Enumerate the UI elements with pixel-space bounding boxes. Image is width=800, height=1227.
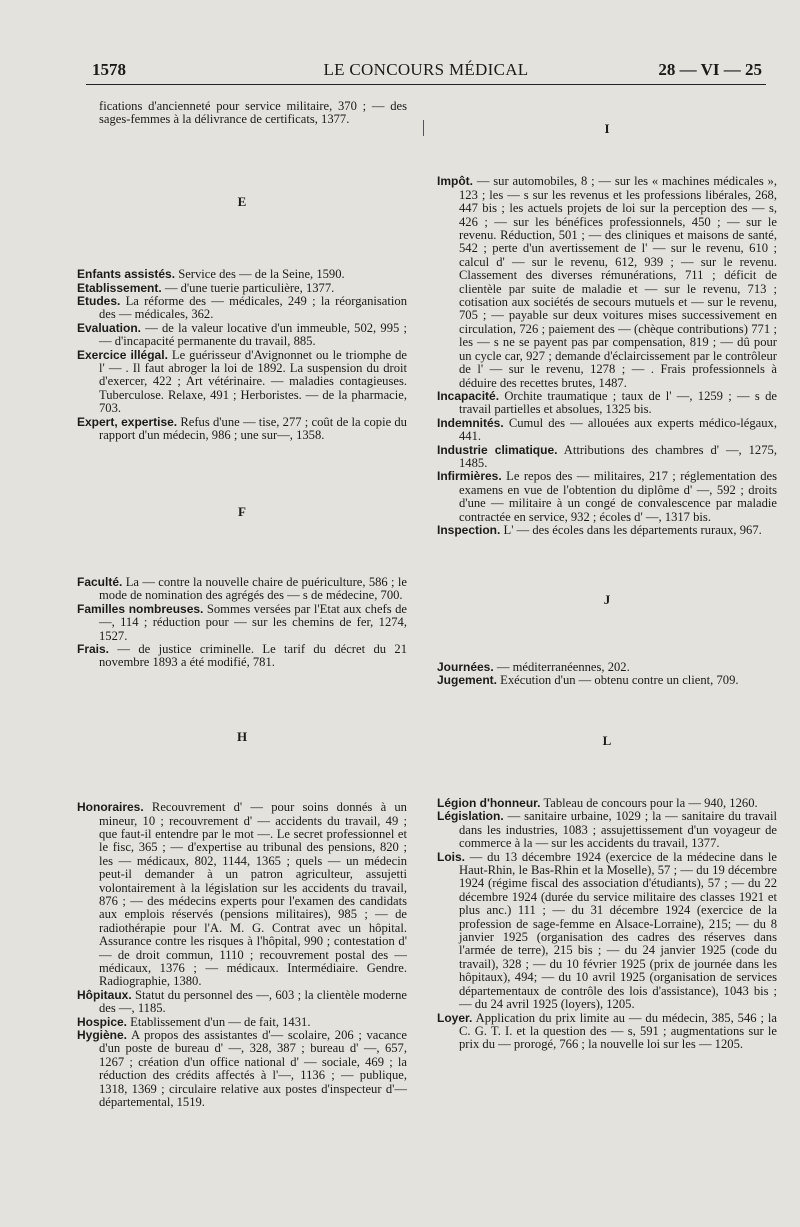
journal-title: LE CONCOURS MÉDICAL [323, 60, 529, 79]
continued-entry: fications d'ancienneté pour service militaire, 370 ; — des sages-femmes à la délivrance de certificats, 1377. [99, 99, 407, 127]
section-e-entries [77, 268, 407, 442]
index-entry: Etablissement. — d'une tuerie particulière, 1377. [77, 280, 335, 295]
index-entry: Jugement. Exécution d'un — obtenu contre un client, 709. [437, 673, 739, 688]
index-entry: Lois. — du 13 décembre 1924 (exercice de la médecine dans le Haut-Rhin, le Bas-Rhin et la Moselle), 57 ; — du 19 décembre 1924 (régime fiscal des association d'étudiants), 57 ; — du 22 décembre 1924 (durée du service militaire des classes 1921 et plus anc.) 111 ; — du 31 décembre 1924 (exercice de la profession de sage-femme en Alsace-Lorraine), 215; — du 8 janvier 1925 (organisation des cadres des réserves dans l'armée de terre), 215 bis ; — du 24 janvier 1925 (code du travail), 328 ; — du 10 février 1925 (prix de journée dans les hôpitaux), 494; — du 10 avril 1925 (organisation de services départementaux de contrôle des lois d'assistance), 1043 bis ; — du 24 avril 1925 (loyers), 1205. [437, 849, 777, 1012]
index-entry: Indemnités. Cumul des — allouées aux experts médico-légaux, 441. [437, 415, 777, 444]
section-i-entries [437, 175, 777, 537]
index-entry: Industrie climatique. Attributions des chambres d' —, 1275, 1485. [437, 442, 777, 470]
index-entry: Exercice illégal. Le guérisseur d'Avignonnet ou le triomphe de l' — . Il faut abroger la loi de 1892. La suspension du droit d'exercer, 422 ; Art vétérinaire. — maladies contagieuses. Tuberculose. Relaxe, 491 ; Herboristes. — de la pharmacie, 703. [77, 347, 407, 416]
index-entry: Honoraires. Recouvrement d' — pour soins donnés à un mineur, 10 ; recouvrement d' — accidents du travail, 49 ; que faut-il entendre par le mot —. Le secret professionnel et le fisc, 365 ; — d'expertise au tribunal des pensions, 820 ; les — médicaux, 802, 1144, 1365 ; quels — un médecin peut-il demander à un patron agriculteur, assujetti volontairement à la législation sur les accidents du travail, 876 ; — des médecins experts pour l'examen des candidats aux emplois réservés (pensions militaires), 985 ; — de radiothérapie pour l'A. M. G. Contrat avec un hôpital. Assurance contre les risques à l'hôpital, 990 ; contestation d' — de droit commun, 1110 ; recouvrement postal des — médicaux, 1376 ; — médicaux. Intermédiaire. Gendre. Radiographie, 1380. [77, 800, 407, 989]
index-entry: Légion d'honneur. Tableau de concours pour la — 940, 1260. [437, 796, 758, 810]
index-entry: Enfants assistés. Service des — de la Seine, 1590. [77, 267, 345, 282]
section-l-entries [437, 797, 777, 1052]
issue-date: 28 — VI — 25 [658, 60, 762, 79]
section-f-entries [77, 576, 407, 670]
section-letter-e: E [237, 193, 247, 209]
index-entry: Impôt. — sur automobiles, 8 ; — sur les « machines médicales », 123 ; les — s sur les revenus et les professions libérales, 268, 447 bis ; les actuels projets de loi sur la perception des — s, 426 ; — sur les bénéfices professionnels, 450 ; — sur le revenu. Réduction, 501 ; — des cliniques et maisons de santé, 542 ; perte d'un avertissement de l' — sur le revenu, 610 ; calcul d' — sur le revenu, 612, 939 ; — sur le revenu. Classement des diverses rémunérations, 711 ; déficit de clientèle par suite de maladie et — sur le revenu, 713 ; cotisation aux sociétés de secours mutuels et — sur le revenu, 705 ; — payable sur deux voitures mises successivement en circulation, 726 ; paiement des — (chèque contributions) 771 ; les — s ne se payent pas par compensation, 819 ; — dû pour un cycle car, 927 ; demande d'éclaircissement par le contrôleur de l' — sur le revenu, 1278 ; — . Frais professionnels à déduire des recettes brutes, 1487. [437, 174, 777, 390]
index-entry: Législation. — sanitaire urbaine, 1029 ; la — sanitaire du travail dans les industries, 1083 ; assujettissement d'un voyageur de commerce à la — sur les accidents du travail, 1377. [437, 809, 777, 851]
section-letter-h: H [236, 728, 248, 744]
index-entry: Faculté. La — contre la nouvelle chaire de puériculture, 586 ; le mode de nomination des agrégés des — s de médecine, 700. [77, 574, 407, 603]
index-entry: Hygiène. A propos des assistantes d'— scolaire, 206 ; vacance d'un poste de bureau d' —, 328, 387 ; bureau d' —, 657, 1267 ; création d'un office national d' — sociale, 469 ; la réduction des crédits affectés à l'—, 1136 ; — publique, 1318, 1369 ; circulaire relative aux postes d'inspecteur d'— départemental, 1519. [77, 1028, 407, 1110]
left-column [77, 100, 407, 1110]
index-entry: Familles nombreuses. Sommes versées par l'Etat aux chefs de —, 114 ; réduction pour — sur les chemins de fer, 1274, 1527. [77, 601, 407, 643]
index-entry: Frais. — de justice criminelle. Le tarif du décret du 21 novembre 1893 a été modifié, 781. [77, 641, 407, 670]
index-entry: Etudes. La réforme des — médicales, 249 ; la réorganisation des — médicales, 362. [77, 294, 407, 322]
section-letter-i: I [604, 121, 610, 136]
section-j-entries [437, 661, 777, 688]
section-h-entries [77, 801, 407, 1109]
index-entry: Inspection. L' — des écoles dans les départements ruraux, 967. [437, 522, 762, 537]
index-entry: Evaluation. — de la valeur locative d'un immeuble, 502, 995 ; — d'incapacité permanente du travail, 885. [77, 320, 407, 349]
page-number: 1578 [92, 60, 126, 79]
index-entry: Infirmières. Le repos des — militaires, 217 ; réglementation des examens en vue de l'obtention du diplôme d' —, 592 ; droits d'une — militaire à un congé de convalescence par maladie contractée en service, 932 ; écoles d' —, 1317 bis. [437, 469, 777, 524]
section-letter-l: L [602, 732, 612, 748]
index-entry: Journées. — méditerranéennes, 202. [437, 659, 630, 674]
index-entry: Hospice. Etablissement d'un — de fait, 1431. [77, 1014, 311, 1029]
section-letter-f: F [238, 503, 246, 519]
index-entry: Expert, expertise. Refus d'une — tise, 277 ; coût de la copie du rapport d'un médecin, 986 ; une sur—, 1358. [77, 414, 407, 443]
index-entry: Incapacité. Orchite traumatique ; taux de l' —, 1259 ; — s de travail partielles et absolues, 1325 bis. [437, 388, 777, 417]
section-letter-j: J [603, 592, 611, 608]
index-entry: Hôpitaux. Statut du personnel des —, 603 ; la clientèle moderne des —, 1185. [77, 987, 407, 1016]
right-column [437, 100, 777, 1052]
column-rule [423, 120, 424, 136]
page-header [86, 58, 766, 85]
index-entry: Loyer. Application du prix limite au — du médecin, 385, 546 ; la C. G. T. I. et la question des — s, 591 ; augmentations sur le prix du — prorogé, 766 ; la nouvelle loi sur les — 1205. [437, 1010, 777, 1052]
